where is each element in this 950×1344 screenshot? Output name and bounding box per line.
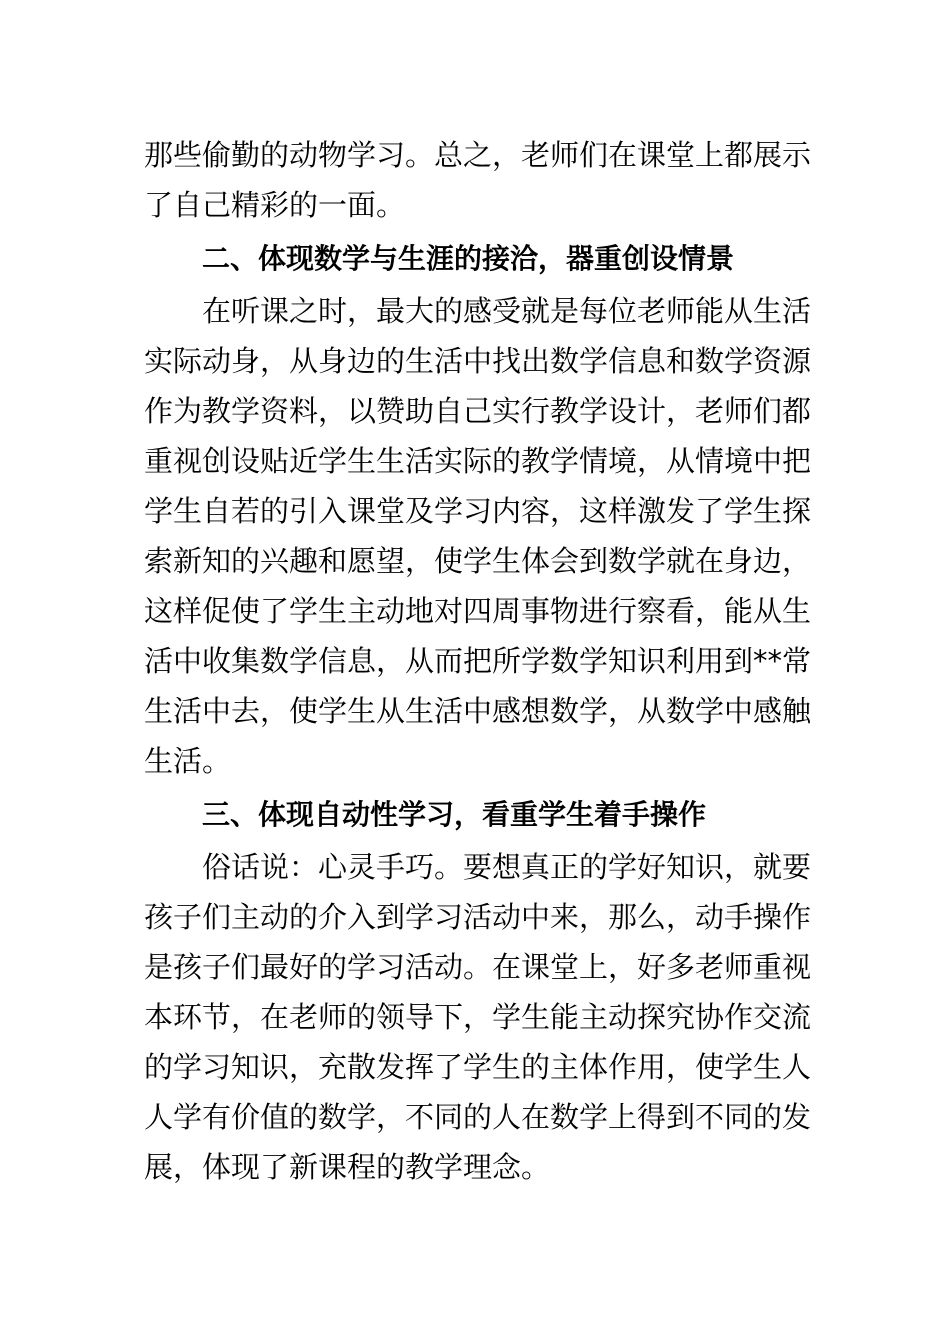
text-line: 人学有价值的数学，不同的人在数学上得到不同的发 [144,1100,812,1134]
text-line: 生活中去，使学生从生活中感想数学，从数学中感触 [144,694,812,728]
text-line: 生活。 [144,744,232,778]
text-line: 的学习知识，充散发挥了学生的主体作用，使学生人 [144,1050,812,1084]
paragraph-continuation [144,130,812,230]
paragraph-2 [144,842,812,1192]
text-line: 展，体现了新课程的教学理念。 [144,1150,551,1184]
text-line: 孩子们主动的介入到学习活动中来，那么，动手操作 [144,900,812,934]
section-heading-3: 三、体现自动性学习，看重学生着手操作 [202,798,707,831]
text-line: 实际动身，从身边的生活中找出数学信息和数学资源 [144,344,812,378]
text-line: 了自己精彩的一面。 [144,188,406,222]
text-line: 重视创设贴近学生生活实际的教学情境，从情境中把 [144,444,812,478]
document-page [144,130,812,1192]
text-line: 俗话说：心灵手巧。要想真正的学好知识，就要 [202,850,812,884]
text-line: 索新知的兴趣和愿望，使学生体会到数学就在身边， [144,544,812,578]
paragraph-1 [144,286,812,786]
text-line: 活中收集数学信息，从而把所学数学知识利用到**常 [144,644,812,678]
text-line: 在听课之时，最大的感受就是每位老师能从生活 [202,294,812,328]
text-line: 学生自若的引入课堂及学习内容，这样激发了学生探 [144,494,812,528]
text-line: 作为教学资料，以赞助自己实行教学设计，老师们都 [144,394,812,428]
text-line: 那些偷勤的动物学习。总之，老师们在课堂上都展示 [144,138,812,172]
text-line: 这样促使了学生主动地对四周事物进行察看，能从生 [144,594,812,628]
section-heading-2: 二、体现数学与生涯的接洽，器重创设情景 [202,242,735,275]
text-line: 是孩子们最好的学习活动。在课堂上，好多老师重视 [144,950,812,984]
text-line: 本环节，在老师的领导下，学生能主动探究协作交流 [144,1000,812,1034]
